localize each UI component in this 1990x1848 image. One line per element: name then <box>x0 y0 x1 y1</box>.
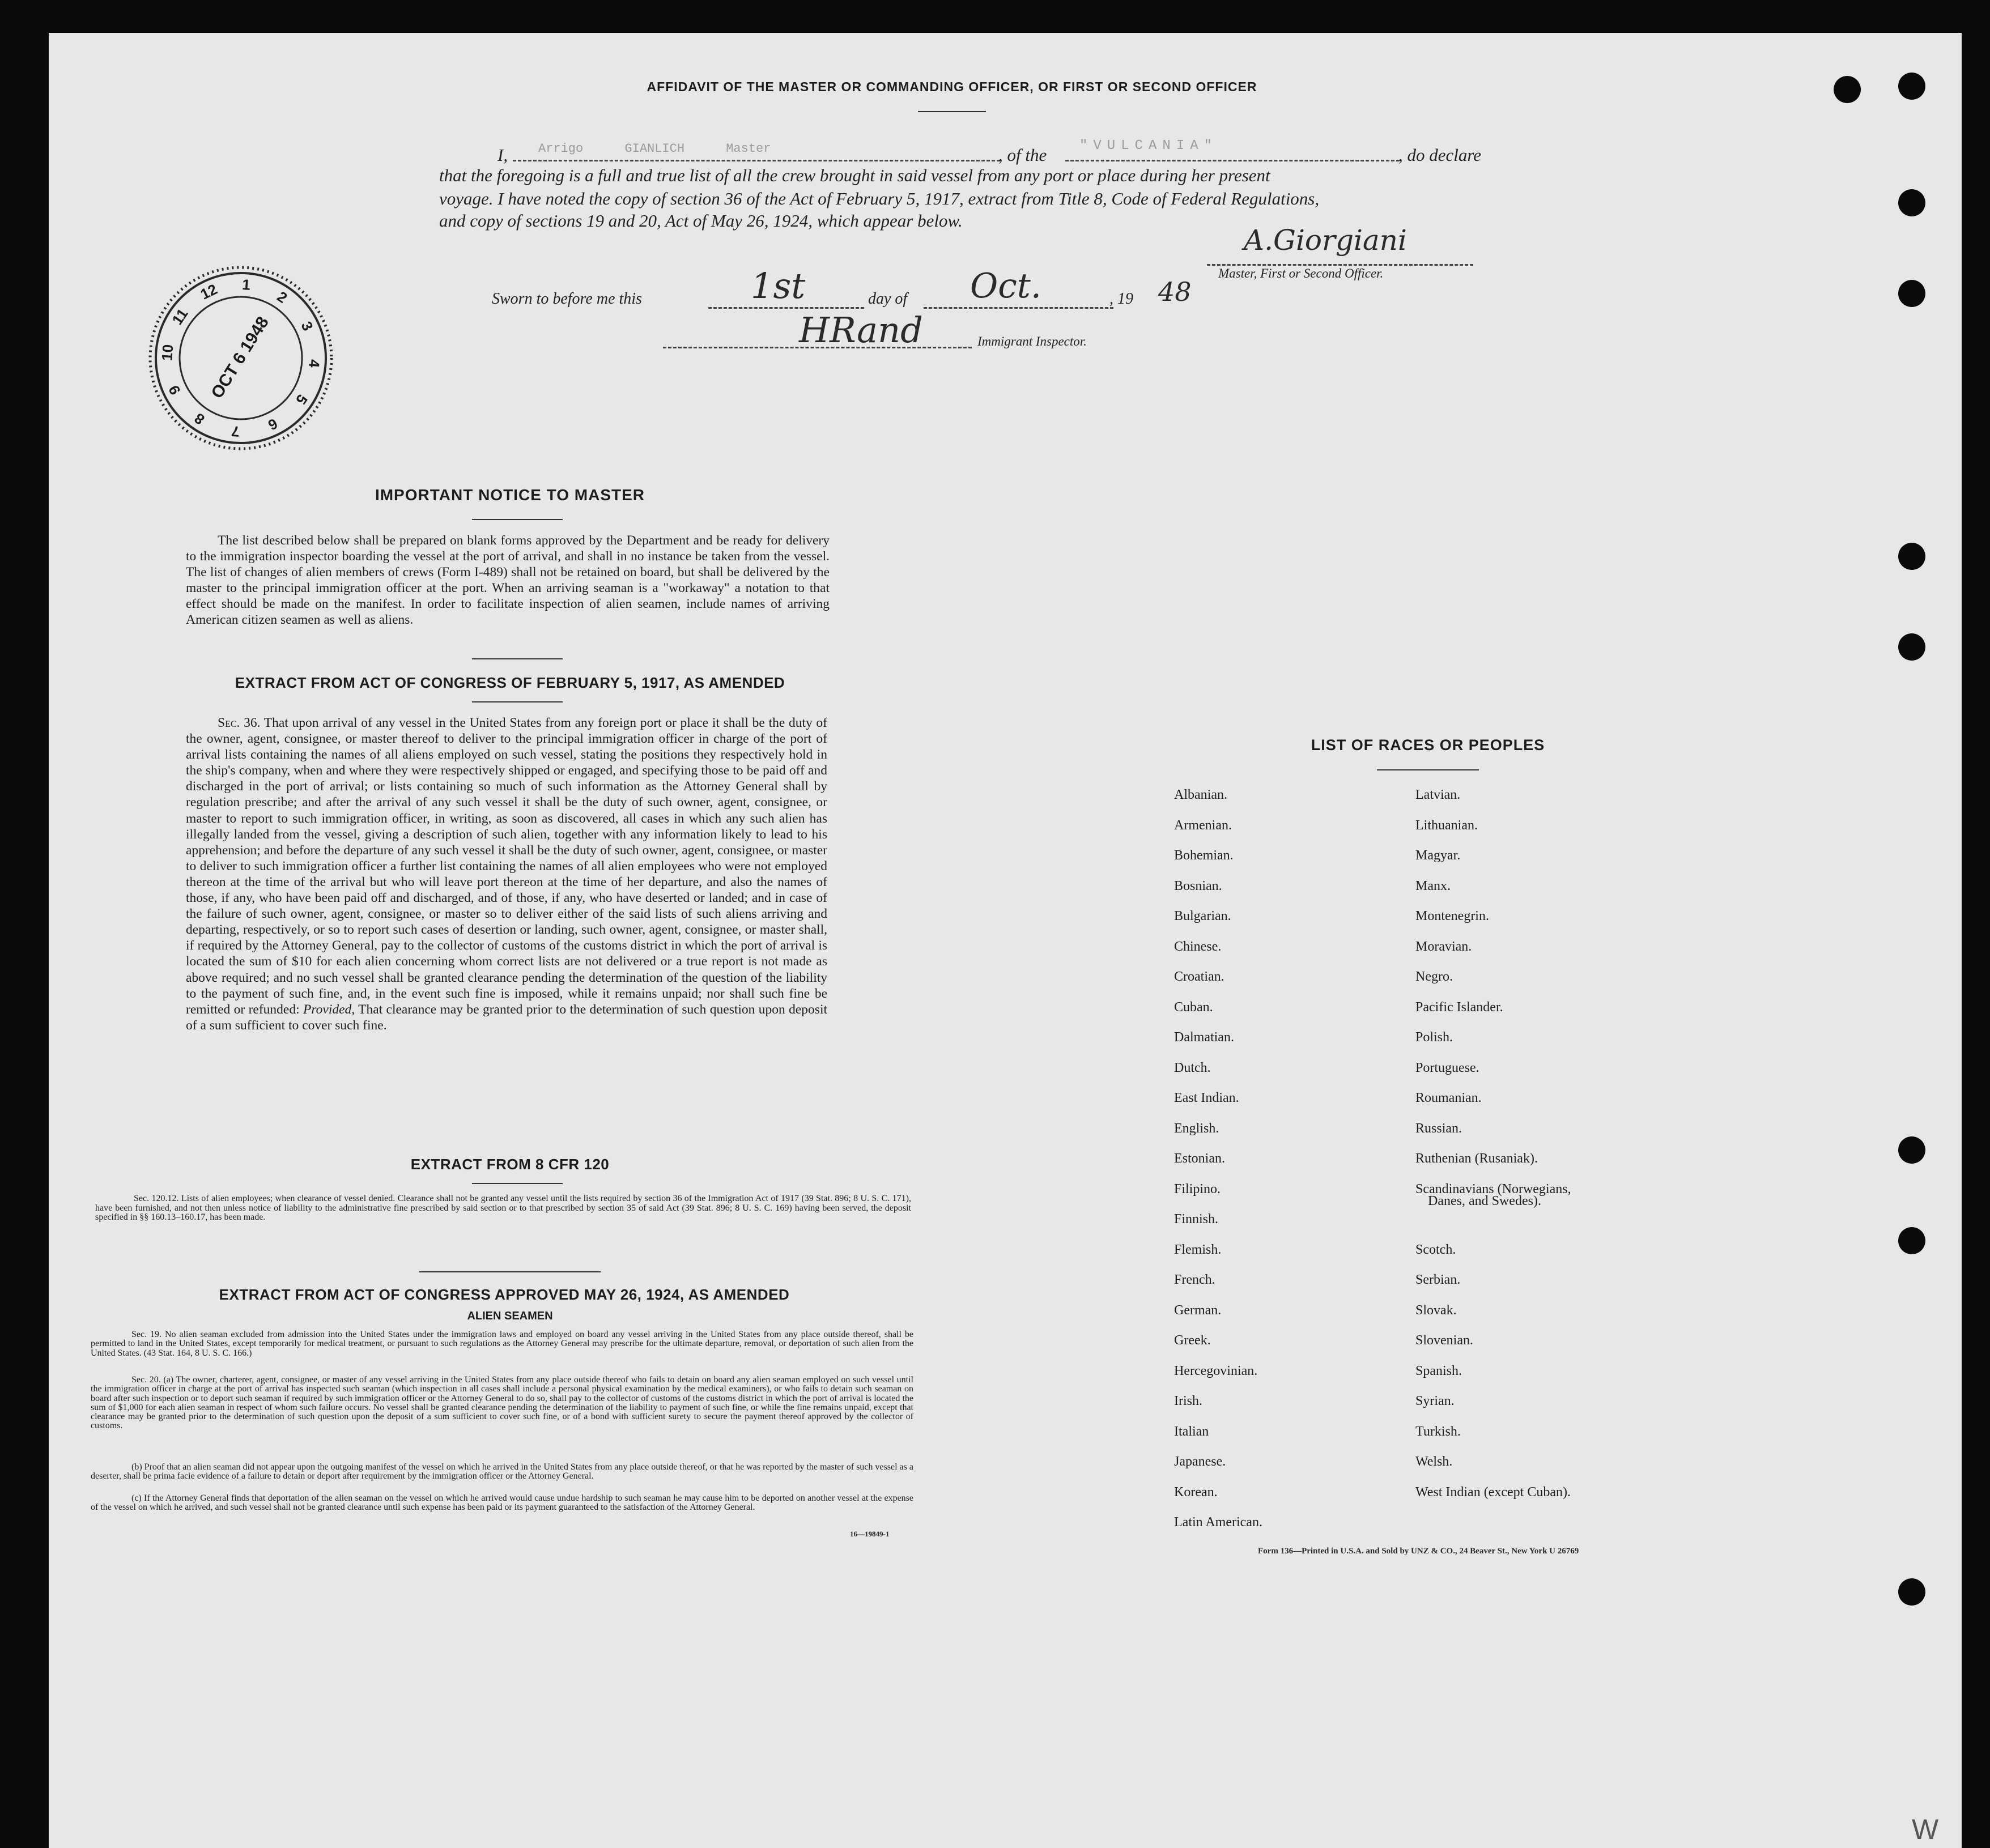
do-declare-label: , do declare <box>1398 145 1482 165</box>
print-code: 16—19849-1 <box>850 1530 890 1538</box>
race-item: German. <box>1174 1302 1222 1318</box>
affidavit-line-3: voyage. I have noted the copy of section 36 of the Act of February 5, 1917, extract from Title 8, Code of Federal Regulations, <box>439 189 1320 208</box>
race-item: Albanian. <box>1174 787 1227 802</box>
race-item: Flemish. <box>1174 1242 1222 1257</box>
extract-1917-underline <box>472 701 563 702</box>
stamp-date: OCT 6 1948 <box>207 313 273 402</box>
extract-cfr-underline <box>472 1183 563 1184</box>
affidavit-i-label: I, <box>498 145 508 165</box>
punch-hole <box>1898 73 1925 100</box>
inspector-caption: Immigrant Inspector. <box>977 334 1087 348</box>
master-signature-caption: Master, First or Second Officer. <box>1218 266 1384 280</box>
notice-end-rule <box>472 658 563 659</box>
sec-20c-text: (c) If the Attorney General finds that deportation of the alien seaman on the vessel on which he arrived would cause undue hardship to such seaman he may cause him to be deported on another vessel at the expense of the vessel on which he arrived, and such vessel shall not be granted clearance until such expense has been paid or its payment guaranteed to the satisfaction of the Attorney General. <box>91 1493 913 1513</box>
race-item: Japanese. <box>1174 1454 1226 1469</box>
punch-hole <box>1898 1136 1925 1164</box>
title-underline <box>918 111 986 112</box>
race-item: Roumanian. <box>1415 1091 1482 1105</box>
race-item: French. <box>1174 1272 1215 1287</box>
race-item: Manx. <box>1415 878 1451 893</box>
race-item: Magyar. <box>1415 848 1461 863</box>
punch-hole <box>1898 1578 1925 1606</box>
vessel-name: "VULCANIA" <box>1079 138 1218 154</box>
race-item: Welsh. <box>1415 1454 1453 1469</box>
stamp-ring-number: 7 <box>231 423 240 441</box>
race-item: Negro. <box>1415 969 1453 984</box>
punch-hole <box>1834 76 1861 103</box>
stamp-ring-number: 12 <box>197 280 220 303</box>
race-item: Finnish. <box>1174 1212 1219 1227</box>
section-divider <box>419 1271 601 1272</box>
stamp-ring-number: 10 <box>158 343 177 361</box>
extract-cfr-text: Sec. 120.12. Lists of alien employees; when clearance of vessel denied. Clearance shall not be granted any vessel until the lists required by section 36 of the Immigration Act of 1917 (39 Stat. 896; 8 U. S. C. 171), have been furnished, and not then unless notice of liability to the administrative fine prescribed by said section or to that prescribed by section 35 of said Act (39 Stat. 896; 8 U. S. C. 169) having been served, the deposit specified in §§ 160.13–160.17, has been made. <box>95 1194 911 1222</box>
race-item: Dutch. <box>1174 1060 1211 1075</box>
stamp-ring-number: 8 <box>191 410 208 428</box>
affidavit-line-4: and copy of sections 19 and 20, Act of May 26, 1924, which appear below. <box>439 211 963 231</box>
of-the-label: , of the <box>998 145 1047 165</box>
race-item: Danes, and Swedes). <box>1428 1194 1541 1208</box>
race-item: East Indian. <box>1174 1091 1239 1105</box>
race-item: Bohemian. <box>1174 848 1234 863</box>
master-signature-line <box>1207 264 1473 266</box>
race-item: Slovenian. <box>1415 1333 1473 1348</box>
race-item: Greek. <box>1174 1333 1211 1348</box>
stamp-ring-number: 2 <box>274 288 291 306</box>
sworn-month: Oct. <box>970 266 1041 306</box>
race-item: Ruthenian (Rusaniak). <box>1415 1151 1538 1166</box>
race-item: Lithuanian. <box>1415 817 1478 833</box>
sworn-year: 48 <box>1158 276 1192 307</box>
master-name-line <box>513 160 1000 161</box>
sec-36-text: That upon arrival of any vessel in the United States from any foreign port or place it shall be the duty of the owner, agent, consignee, or master thereof to deliver to the principal immigration officer in charge of the port of arrival lists containing the names of all aliens employed on such vessel, stating the positions they respectively hold in the ship's company, when and where they were respectively shipped or engaged, and specifying those to be paid off and discharged in the port of arrival; or lists containing so much of such information as the Attorney General shall by regulation prescribe; and after the arrival of any such vessel it shall be the duty of such owner, agent, consignee, or master to report to such immigration officer, in writing, as soon as discovered, all cases in which any such alien has illegally landed from the vessel, giving a description of such alien, together with any information likely to lead to his apprehension; and before the departure of any such vessel it shall be the duty of such owner, agent, consignee, or master to deliver to such immigration officer a further list containing the names of all alien employees who were not employed thereon at the time of the arrival but who will leave port thereon at the time of her departure, and also the names of those, if any, who have been paid off and discharged, and of those, if any, who have deserted or landed; and in case of the failure of such owner, agent, consignee, or master so to deliver either of the said lists of such aliens arriving and departing, respectively, or so to report such cases of desertion or landing, such owner, agent, consignee, or master shall, if required by the Attorney General, pay to the collector of customs of the customs district in which the port of arrival is located the sum of $10 for each alien concerning whom correct lists are not delivered or a true report is not made as above required; and no such vessel shall be granted clearance pending the determination of the question of the liability to the payment of such fine, and, in the event such fine is imposed, while it remains unpaid; nor shall such fine be remitted or refunded: <box>186 716 828 1017</box>
race-item: Montenegrin. <box>1415 909 1489 923</box>
notice-title-underline <box>472 519 563 520</box>
race-item: Latvian. <box>1415 787 1461 802</box>
sworn-day: 1st <box>751 265 806 306</box>
extract-1924-title: EXTRACT FROM ACT OF CONGRESS APPROVED MAY 26, 1924, AS AMENDED <box>219 1286 790 1303</box>
extract-1917-title: EXTRACT FROM ACT OF CONGRESS OF FEBRUARY 5, 1917, AS AMENDED <box>235 674 785 691</box>
race-item: Irish. <box>1174 1394 1202 1408</box>
inspector-signature: HRand <box>799 309 923 351</box>
sec-20a-text: Sec. 20. (a) The owner, charterer, agent, consignee, or master of any vessel arriving in the United States from any place outside thereof who fails to detain on board any alien seaman employed on such vessel until the immigration officer in charge at the port of arrival has inspected such seaman (which inspection in all cases shall include a personal physical examination by the medical examiners), or who fails to detain such seaman on board after such inspection or to deport such seaman if required by such immigration officer or the Attorney General to do so, shall pay to the collector of customs of the customs district in which the port of arrival is located the sum of $1,000 for each alien seaman in respect of whom such failure occurs. No vessel shall be granted clearance pending the determination of the liability to payment of such fine, or while the fine remains unpaid, except that clearance may be granted prior to the determination of such question upon the deposit of a sum sufficient to cover such fine, or of a bond with sufficient surety to secure the payment thereof approved by the collector of customs. <box>91 1375 913 1431</box>
race-item: Pacific Islander. <box>1415 999 1503 1015</box>
sec-36-label: Sec. 36. <box>218 716 261 730</box>
race-item: Serbian. <box>1415 1272 1461 1287</box>
stamp-ring-number: 5 <box>292 391 311 408</box>
race-item: Turkish. <box>1415 1424 1461 1439</box>
race-item: Slovak. <box>1415 1302 1457 1318</box>
stamp-ring-number: 11 <box>168 305 192 328</box>
punch-hole <box>1898 280 1925 307</box>
race-item: Estonian. <box>1174 1151 1225 1166</box>
extract-1917-text <box>186 715 827 1033</box>
race-item: Dalmatian. <box>1174 1030 1234 1045</box>
master-signature: A.Giorgiani <box>1244 224 1407 257</box>
race-item: Scandinavians (Norwegians, <box>1415 1181 1571 1196</box>
corner-mark: W <box>1912 1813 1939 1845</box>
year-prefix: , 19 <box>1109 290 1133 308</box>
race-item: West Indian (except Cuban). <box>1415 1484 1571 1500</box>
race-item: Russian. <box>1415 1121 1462 1136</box>
race-item: Latin American. <box>1174 1515 1262 1530</box>
extract-1924-subtitle: ALIEN SEAMEN <box>467 1310 553 1322</box>
stamp-ring-number: 4 <box>305 359 324 368</box>
provided-label: Provided, <box>303 1002 355 1017</box>
sec-20b-text: (b) Proof that an alien seaman did not appear upon the outgoing manifest of the vessel on which he arrived in the United States from any place outside thereof, or that he was reported by the master of such vessel as a deserter, shall be prima facie evidence of a failure to detain or deport after requirement by the immigration officer or the Attorney General. <box>91 1462 913 1481</box>
stamp-ring-number: 3 <box>297 318 317 334</box>
form-footer: Form 136—Printed in U.S.A. and Sold by UNZ & CO., 24 Beaver St., New York U 26769 <box>1258 1547 1579 1556</box>
race-item: Portuguese. <box>1415 1060 1479 1075</box>
race-item: Bulgarian. <box>1174 909 1231 923</box>
punch-hole <box>1898 543 1925 570</box>
day-of-label: day of <box>868 290 908 308</box>
races-title-underline <box>1377 769 1479 770</box>
notice-text: The list described below shall be prepared on blank forms approved by the Department and be ready for delivery to the immigration inspector boarding the vessel at the port of arrival, and shall in no instance be taken from the vessel. The list of changes of alien members of crews (Form I-489) shall not be retained on board, but shall be delivered by the master to the principal immigration officer at the port. When an arriving seaman is a "workaway" a notation to that effect should be made on the manifest. In order to facilitate inspection of alien seamen, include names of arriving American citizen seamen as well as aliens. <box>186 533 830 627</box>
sworn-label: Sworn to before me this <box>492 290 642 308</box>
master-name-typed: Arrigo GIANLICH Master <box>538 142 771 156</box>
races-title: LIST OF RACES OR PEOPLES <box>1311 736 1545 753</box>
race-item: English. <box>1174 1121 1219 1136</box>
race-item: Bosnian. <box>1174 878 1222 893</box>
race-item: Spanish. <box>1415 1363 1462 1378</box>
inspection-stamp <box>144 262 337 454</box>
punch-hole <box>1898 1227 1925 1254</box>
punch-hole <box>1898 633 1925 661</box>
race-item: Italian <box>1174 1424 1209 1439</box>
race-item: Moravian. <box>1415 939 1472 954</box>
stamp-ring-number: 6 <box>265 415 280 434</box>
race-item: Scotch. <box>1415 1242 1456 1257</box>
punch-hole <box>1898 189 1925 216</box>
extract-cfr-title: EXTRACT FROM 8 CFR 120 <box>410 1156 610 1173</box>
race-item: Syrian. <box>1415 1394 1455 1408</box>
affidavit-line-2: that the foregoing is a full and true list of all the crew brought in said vessel from any port or place during her present <box>439 165 1270 185</box>
race-item: Hercegovinian. <box>1174 1363 1258 1378</box>
sworn-day-line <box>708 307 864 309</box>
stamp-icon <box>144 262 337 454</box>
sworn-month-line <box>924 307 1113 309</box>
race-item: Croatian. <box>1174 969 1224 984</box>
stamp-ring-number: 9 <box>165 382 184 398</box>
stamp-ring-number: 1 <box>241 275 251 293</box>
race-item: Cuban. <box>1174 999 1213 1015</box>
provided-text: That clearance may be granted prior to the determination of such question upon deposit of a sum sufficient to cover such fine. <box>186 1002 828 1033</box>
race-item: Polish. <box>1415 1030 1453 1045</box>
vessel-name-line <box>1065 160 1400 161</box>
affidavit-title: AFFIDAVIT OF THE MASTER OR COMMANDING OFFICER, OR FIRST OR SECOND OFFICER <box>647 79 1257 94</box>
race-item: Korean. <box>1174 1484 1218 1500</box>
race-item: Armenian. <box>1174 817 1232 833</box>
race-item: Chinese. <box>1174 939 1222 954</box>
race-item: Filipino. <box>1174 1181 1221 1196</box>
notice-title: IMPORTANT NOTICE TO MASTER <box>375 486 645 504</box>
sec-19-text: Sec. 19. No alien seaman excluded from admission into the United States under the immigration laws and employed on board any vessel arriving in the United States from any place outside thereof, shall be permitted to land in the United States, except temporarily for medical treatment, or pursuant to such regulations as the Attorney General may prescribe for the ultimate departure, removal, or deportation of such alien from the United States. (43 Stat. 164, 8 U. S. C. 166.) <box>91 1330 913 1358</box>
